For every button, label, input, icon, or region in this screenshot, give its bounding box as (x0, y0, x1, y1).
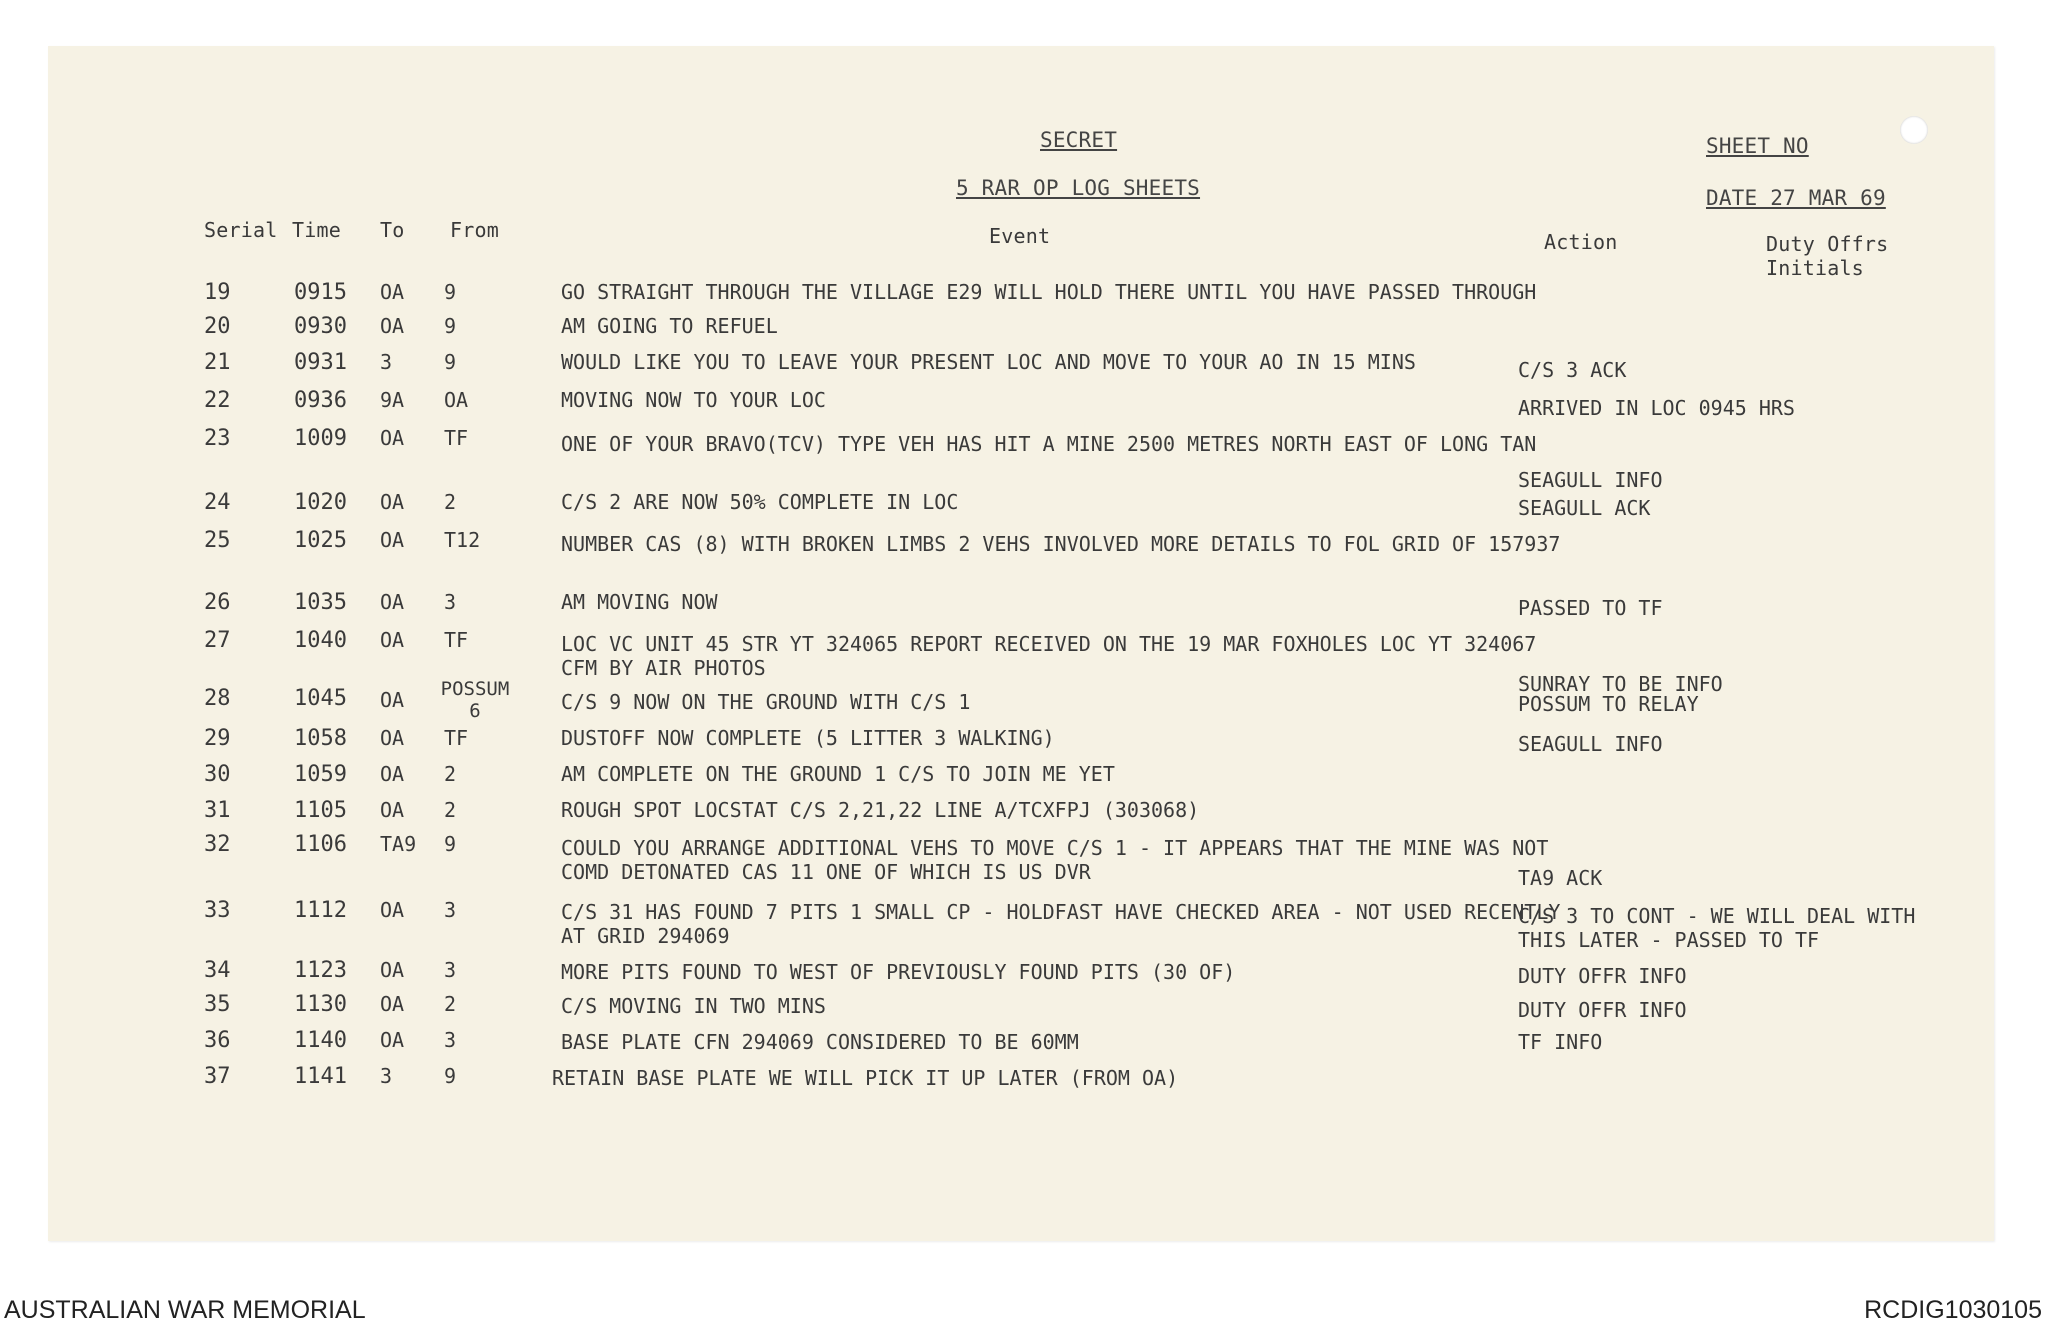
to-cell: OA (380, 628, 405, 652)
time-cell: 1106 (294, 832, 347, 857)
classification-heading: SECRET (1040, 128, 1118, 152)
to-cell: OA (380, 1028, 405, 1052)
column-header-event: Event (989, 224, 1051, 248)
document-title: 5 RAR OP LOG SHEETS (956, 176, 1201, 200)
time-cell: 1040 (294, 628, 347, 653)
log-sheet-paper (48, 46, 1994, 1241)
serial-cell: 34 (204, 958, 231, 983)
action-cell: TA9 ACK (1518, 866, 1603, 890)
to-cell: OA (380, 490, 405, 514)
event-cell: MOVING NOW TO YOUR LOC (561, 388, 826, 412)
time-cell: 0930 (294, 314, 347, 339)
time-cell: 1123 (294, 958, 347, 983)
serial-cell: 28 (204, 686, 231, 711)
column-header-duty-offrs: Duty Offrs (1766, 232, 1889, 256)
from-cell: 3 (444, 958, 457, 982)
table-row (48, 898, 1994, 958)
event-cell: C/S 2 ARE NOW 50% COMPLETE IN LOC (561, 490, 959, 514)
action-cell: POSSUM TO RELAY (1518, 692, 1699, 716)
column-header-action: Action (1544, 230, 1618, 254)
to-cell: OA (380, 762, 405, 786)
to-cell: OA (380, 280, 405, 304)
to-cell: 9A (380, 388, 405, 412)
to-cell: OA (380, 688, 405, 712)
from-cell: 3 (444, 590, 457, 614)
time-cell: 1059 (294, 762, 347, 787)
from-cell: TF (444, 426, 469, 450)
event-cell: AM COMPLETE ON THE GROUND 1 C/S TO JOIN ME YET (561, 762, 1115, 786)
from-cell: 2 (444, 798, 457, 822)
to-cell: 3 (380, 1064, 393, 1088)
event-cell: MORE PITS FOUND TO WEST OF PREVIOUSLY FOUND PITS (30 OF) (561, 960, 1236, 984)
to-cell: TA9 (380, 832, 417, 856)
table-row (48, 832, 1994, 892)
time-cell: 0936 (294, 388, 347, 413)
time-cell: 1035 (294, 590, 347, 615)
archive-name: AUSTRALIAN WAR MEMORIAL (4, 1296, 366, 1324)
time-cell: 1045 (294, 686, 347, 711)
serial-cell: 37 (204, 1064, 231, 1089)
from-cell: 2 (444, 992, 457, 1016)
event-cell: LOC VC UNIT 45 STR YT 324065 REPORT RECEIVED ON THE 19 MAR FOXHOLES LOC YT 324067 CFM BY AIR PHOTOS (561, 632, 1537, 680)
serial-cell: 27 (204, 628, 231, 653)
from-cell: OA (444, 388, 469, 412)
serial-cell: 33 (204, 898, 231, 923)
serial-cell: 31 (204, 798, 231, 823)
action-cell: C/S 3 ACK (1518, 358, 1627, 382)
punch-hole (1900, 116, 1928, 144)
from-cell: TF (444, 726, 469, 750)
from-cell: POSSUM 6 (440, 678, 510, 722)
serial-cell: 30 (204, 762, 231, 787)
serial-cell: 24 (204, 490, 231, 515)
serial-cell: 20 (204, 314, 231, 339)
event-cell: AM MOVING NOW (561, 590, 718, 614)
action-cell: PASSED TO TF (1518, 596, 1663, 620)
action-cell: TF INFO (1518, 1030, 1603, 1054)
event-cell: NUMBER CAS (8) WITH BROKEN LIMBS 2 VEHS INVOLVED MORE DETAILS TO FOL GRID OF 157937 (561, 532, 1561, 556)
event-cell: GO STRAIGHT THROUGH THE VILLAGE E29 WILL HOLD THERE UNTIL YOU HAVE PASSED THROUGH (561, 280, 1537, 304)
to-cell: OA (380, 798, 405, 822)
serial-cell: 32 (204, 832, 231, 857)
event-cell: DUSTOFF NOW COMPLETE (5 LITTER 3 WALKING) (561, 726, 1055, 750)
from-cell: 3 (444, 898, 457, 922)
action-cell: ARRIVED IN LOC 0945 HRS (1518, 396, 1795, 420)
serial-cell: 29 (204, 726, 231, 751)
to-cell: OA (380, 426, 405, 450)
time-cell: 1130 (294, 992, 347, 1017)
action-cell: C/S 3 TO CONT - WE WILL DEAL WITH THIS LATER - PASSED TO TF (1518, 904, 1916, 952)
time-cell: 1105 (294, 798, 347, 823)
time-cell: 1141 (294, 1064, 347, 1089)
event-cell: C/S 31 HAS FOUND 7 PITS 1 SMALL CP - HOLDFAST HAVE CHECKED AREA - NOT USED RECENTLY AT GRID 294069 (561, 900, 1561, 948)
event-cell: ONE OF YOUR BRAVO(TCV) TYPE VEH HAS HIT A MINE 2500 METRES NORTH EAST OF LONG TAN (561, 432, 1537, 456)
to-cell: OA (380, 528, 405, 552)
column-header-initials: Initials (1766, 256, 1864, 280)
event-cell: WOULD LIKE YOU TO LEAVE YOUR PRESENT LOC AND MOVE TO YOUR AO IN 15 MINS (561, 350, 1416, 374)
event-cell: RETAIN BASE PLATE WE WILL PICK IT UP LATER (FROM OA) (552, 1066, 1179, 1090)
from-cell: 9 (444, 1064, 457, 1088)
to-cell: OA (380, 898, 405, 922)
column-header-time: Time (292, 218, 341, 242)
action-cell: DUTY OFFR INFO (1518, 964, 1687, 988)
from-cell: 3 (444, 1028, 457, 1052)
action-cell: SEAGULL ACK (1518, 496, 1651, 520)
column-header-from: From (450, 218, 499, 242)
sheet-date: DATE 27 MAR 69 (1706, 186, 1886, 210)
serial-cell: 35 (204, 992, 231, 1017)
from-cell: TF (444, 628, 469, 652)
serial-cell: 25 (204, 528, 231, 553)
table-row (48, 528, 1994, 588)
to-cell: OA (380, 726, 405, 750)
serial-cell: 19 (204, 280, 231, 305)
to-cell: OA (380, 958, 405, 982)
time-cell: 1020 (294, 490, 347, 515)
time-cell: 1140 (294, 1028, 347, 1053)
event-cell: AM GOING TO REFUEL (561, 314, 778, 338)
column-header-to: To (380, 218, 405, 242)
event-cell: BASE PLATE CFN 294069 CONSIDERED TO BE 60MM (561, 1030, 1079, 1054)
time-cell: 1112 (294, 898, 347, 923)
time-cell: 1009 (294, 426, 347, 451)
serial-cell: 26 (204, 590, 231, 615)
from-cell: 2 (444, 490, 457, 514)
event-cell: ROUGH SPOT LOCSTAT C/S 2,21,22 LINE A/TCXFPJ (303068) (561, 798, 1200, 822)
to-cell: OA (380, 992, 405, 1016)
from-cell: 9 (444, 832, 457, 856)
event-cell: C/S 9 NOW ON THE GROUND WITH C/S 1 (561, 690, 971, 714)
to-cell: 3 (380, 350, 393, 374)
time-cell: 0915 (294, 280, 347, 305)
action-cell: DUTY OFFR INFO (1518, 998, 1687, 1022)
event-cell: C/S MOVING IN TWO MINS (561, 994, 826, 1018)
column-header-serial: Serial (204, 218, 278, 242)
action-cell: SUNRAY TO BE INFO (1518, 672, 1723, 696)
sheet-number: SHEET NO (1706, 134, 1809, 158)
time-cell: 1058 (294, 726, 347, 751)
table-row (48, 426, 1994, 492)
serial-cell: 21 (204, 350, 231, 375)
archive-reference: RCDIG1030105 (1864, 1296, 2042, 1324)
to-cell: OA (380, 590, 405, 614)
event-cell: COULD YOU ARRANGE ADDITIONAL VEHS TO MOVE C/S 1 - IT APPEARS THAT THE MINE WAS NOT COMD DETONATED CAS 11 ONE OF WHICH IS US DVR (561, 836, 1549, 884)
time-cell: 1025 (294, 528, 347, 553)
table-row (48, 1064, 1994, 1124)
serial-cell: 22 (204, 388, 231, 413)
from-cell: 9 (444, 280, 457, 304)
from-cell: 2 (444, 762, 457, 786)
serial-cell: 36 (204, 1028, 231, 1053)
to-cell: OA (380, 314, 405, 338)
time-cell: 0931 (294, 350, 347, 375)
from-cell: T12 (444, 528, 481, 552)
serial-cell: 23 (204, 426, 231, 451)
from-cell: 9 (444, 314, 457, 338)
action-cell: SEAGULL INFO (1518, 732, 1663, 756)
from-cell: 9 (444, 350, 457, 374)
action-cell: SEAGULL INFO (1518, 468, 1663, 492)
